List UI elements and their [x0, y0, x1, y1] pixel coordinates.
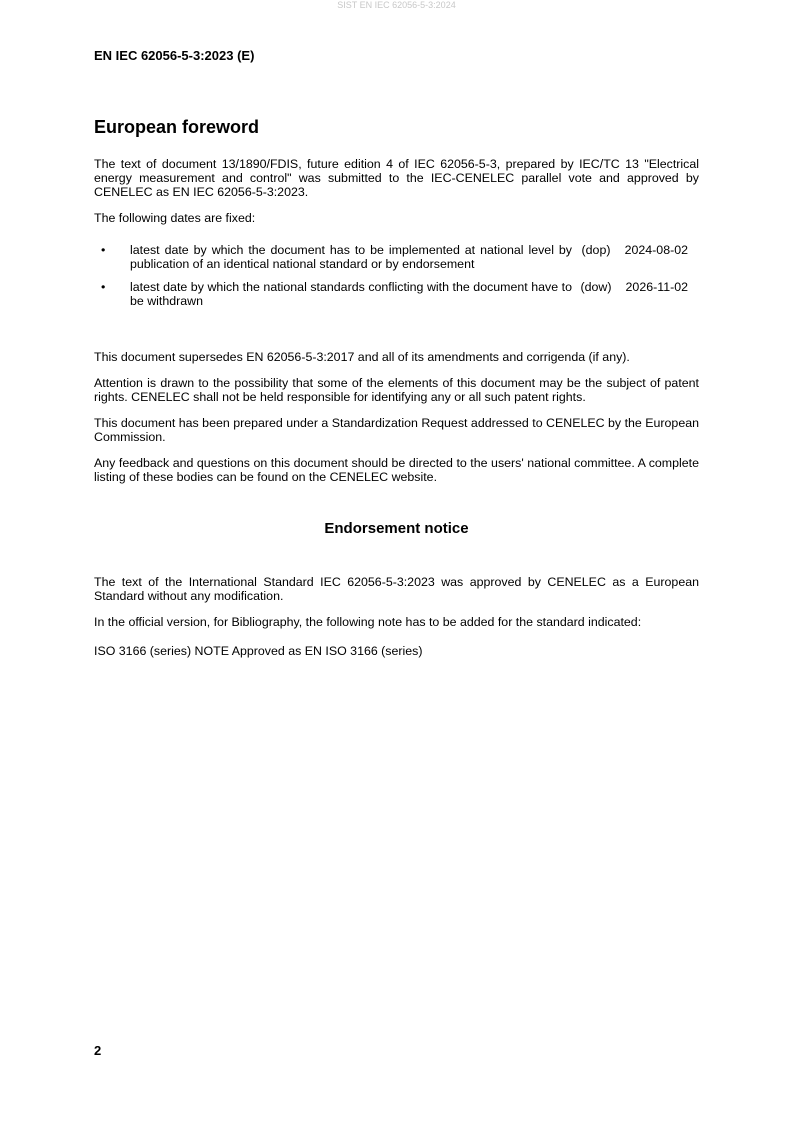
date-description: latest date by which the national standards conflicting with the document have to be withdrawn	[130, 280, 572, 308]
date-abbreviation: (dop)	[581, 243, 611, 257]
bibliography-note: In the official version, for Bibliography, the following note has to be added for the standard indicated:	[94, 615, 642, 629]
supersedes-paragraph: This document supersedes EN 62056-5-3:2017 and all of its amendments and corrigenda (if any).	[94, 350, 630, 364]
attention-paragraph: Attention is drawn to the possibility that some of the elements of this document may be the subject of patent rights. CENELEC shall not be held responsible for identifying any or all such patent rights.	[94, 376, 699, 404]
foreword-intro: The text of document 13/1890/FDIS, future edition 4 of IEC 62056-5-3, prepared by IEC/TC 13 "Electrical energy measurement and control" was submitted to the IEC-CENELEC parallel vote and approved by CENELEC as EN IEC 62056-5-3:2023.	[94, 157, 699, 199]
date-row-dow	[94, 280, 699, 308]
watermark: SIST EN IEC 62056-5-3:2024	[337, 0, 456, 10]
date-abbreviation: (dow)	[580, 280, 612, 294]
bullet-icon: •	[101, 243, 106, 257]
date-value: 2026-11-02	[625, 280, 688, 294]
endorsement-title: Endorsement notice	[324, 520, 469, 537]
dates-lead: The following dates are fixed:	[94, 211, 256, 225]
endorsement-text: The text of the International Standard IEC 62056-5-3:2023 was approved by CENELEC as a European Standard without any modification.	[94, 575, 699, 603]
date-description: latest date by which the document has to be implemented at national level by publication of an identical national standard or by endorsement	[130, 243, 572, 271]
date-value: 2024-08-02	[624, 243, 688, 257]
document-designation: EN IEC 62056-5-3:2023 (E)	[94, 48, 255, 63]
standardization-request-paragraph: This document has been prepared under a Standardization Request addressed to CENELEC by the European Commission.	[94, 416, 699, 444]
dates-list	[94, 243, 699, 308]
foreword-title: European foreword	[94, 117, 260, 137]
page-number: 2	[94, 1043, 102, 1058]
iso-note: ISO 3166 (series) NOTE Approved as EN ISO 3166 (series)	[94, 644, 423, 658]
bullet-icon: •	[101, 280, 106, 294]
feedback-paragraph: Any feedback and questions on this document should be directed to the users' national committee. A complete listing of these bodies can be found on the CENELEC website.	[94, 456, 699, 484]
date-row-dop	[94, 243, 699, 271]
page-content	[94, 116, 699, 670]
